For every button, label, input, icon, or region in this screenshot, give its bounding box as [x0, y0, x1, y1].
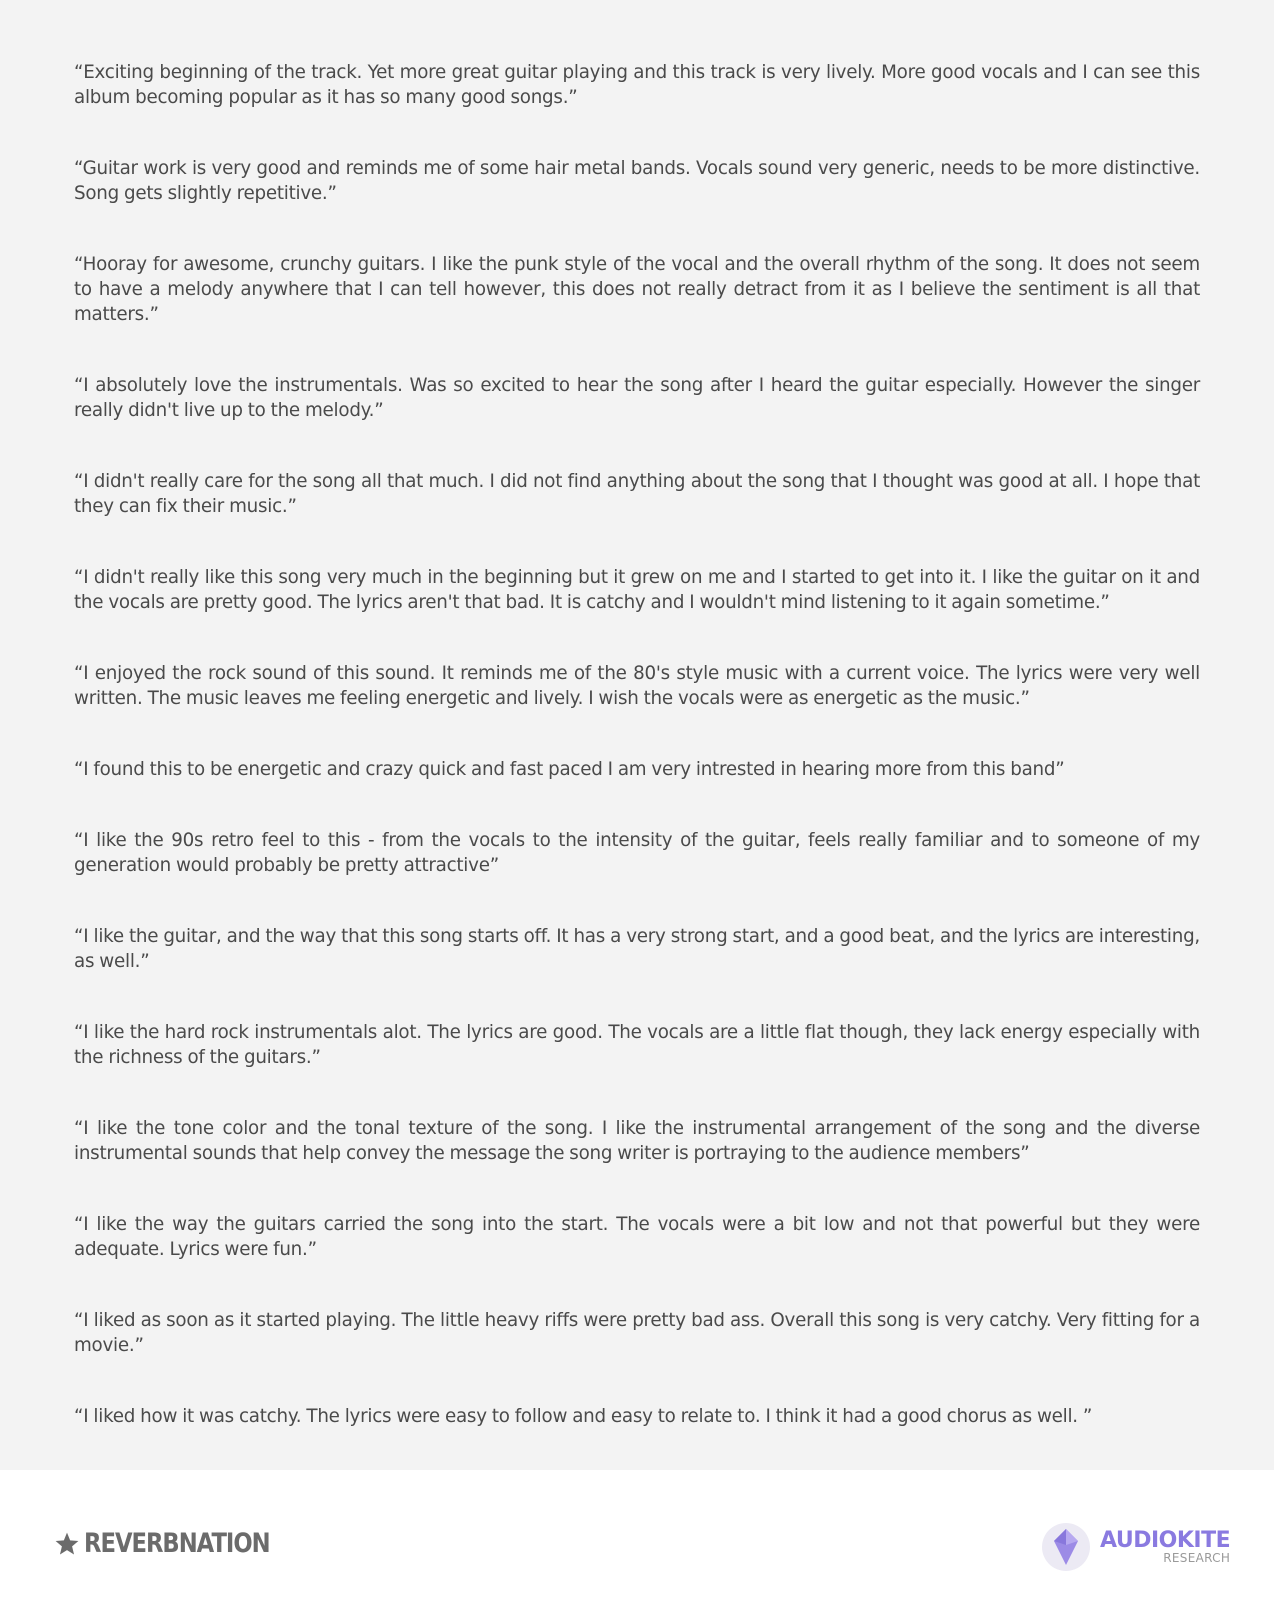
comments-list: [74, 60, 1200, 1429]
reverbnation-wordmark: REVERBNATION: [84, 1528, 270, 1559]
comment-text: “I like the guitar, and the way that this song starts off. It has a very strong start, and a good beat, and the lyrics are interesting, as well.”: [74, 926, 1200, 972]
comment-text: “I didn't really like this song very much in the beginning but it grew on me and I started to get into it. I like the guitar on it and the vocals are pretty good. The lyrics aren't that bad. It is catchy and I wouldn't mind listening to it again sometime.”: [74, 567, 1200, 613]
audiokite-logo: [1040, 1521, 1230, 1573]
comment-text: “I liked as soon as it started playing. The little heavy riffs were pretty bad ass. Overall this song is very catchy. Very fitting for a movie.”: [74, 1310, 1200, 1356]
reverbnation-logo: [54, 1528, 305, 1559]
kite-icon: [1040, 1521, 1092, 1573]
comment-text: “I found this to be energetic and crazy quick and fast paced I am very intrested in hearing more from this band”: [74, 759, 1065, 780]
star-icon: [54, 1531, 80, 1557]
comment-text: “I like the tone color and the tonal texture of the song. I like the instrumental arrangement of the song and the diverse instrumental sounds that help convey the message the song writer is portraying to the audience members”: [74, 1118, 1200, 1164]
audiokite-subtitle: RESEARCH: [1163, 1551, 1231, 1565]
comment-text: “I absolutely love the instrumentals. Was so excited to hear the song after I heard the guitar especially. However the singer really didn't live up to the melody.”: [74, 375, 1200, 421]
comment-text: “I like the 90s retro feel to this - from the vocals to the intensity of the guitar, feels really familiar and to someone of my generation would probably be pretty attractive”: [74, 830, 1200, 876]
comment-text: “I enjoyed the rock sound of this sound. It reminds me of the 80's style music with a current voice. The lyrics were very well written. The music leaves me feeling energetic and lively. I wish the vocals were as energetic as the music.”: [74, 663, 1200, 709]
comment-text: “I like the hard rock instrumentals alot. The lyrics are good. The vocals are a little flat though, they lack energy especially with the richness of the guitars.”: [74, 1022, 1200, 1068]
comment-text: “I didn't really care for the song all that much. I did not find anything about the song that I thought was good at all. I hope that they can fix their music.”: [74, 471, 1200, 517]
comment-text: “Exciting beginning of the track. Yet more great guitar playing and this track is very lively. More good vocals and I can see this album becoming popular as it has so many good songs.”: [74, 62, 1200, 108]
audiokite-wordmark: AUDIOKITE: [1100, 1528, 1231, 1553]
comment-text: “Guitar work is very good and reminds me of some hair metal bands. Vocals sound very generic, needs to be more distinctive. Song gets slightly repetitive.”: [74, 158, 1200, 204]
comment-text: “I liked how it was catchy. The lyrics were easy to follow and easy to relate to. I think it had a good chorus as well. ”: [74, 1406, 1093, 1427]
comment-text: “Hooray for awesome, crunchy guitars. I like the punk style of the vocal and the overall rhythm of the song. It does not seem to have a melody anywhere that I can tell however, this does not really detract from it as I believe the sentiment is all that matters.”: [74, 254, 1200, 325]
comment-text: “I like the way the guitars carried the song into the start. The vocals were a bit low and not that powerful but they were adequate. Lyrics were fun.”: [74, 1214, 1200, 1260]
